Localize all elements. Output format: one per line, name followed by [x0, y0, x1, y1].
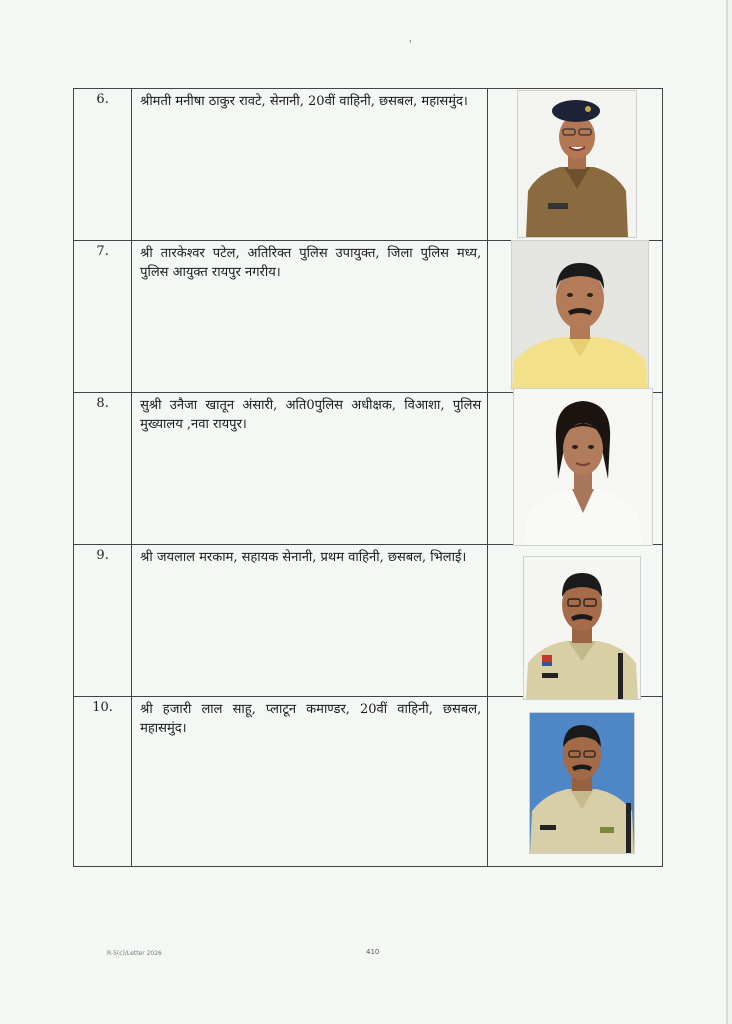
officer-description: श्री जयलाल मरकाम, सहायक सेनानी, प्रथम वाहिनी, छसबल, भिलाई। [132, 545, 488, 697]
photo-cell [488, 89, 663, 241]
photo-cell [488, 545, 663, 697]
officer-description: सुश्री उनैजा खातून अंसारी, अति0पुलिस अधीक्षक, विआशा, पुलिस मुख्यालय ,नवा रायपुर। [132, 393, 488, 545]
officer-photo [524, 557, 640, 699]
serial-number: 7. [74, 241, 132, 393]
table-row [74, 89, 663, 241]
photo-cell [488, 697, 663, 867]
scan-speck: ' [409, 40, 412, 50]
officer-description: श्री हजारी लाल साहू, प्लाटून कमाण्डर, 20वीं वाहिनी, छसबल, महासमुंद। [132, 697, 488, 867]
awards-table [73, 88, 663, 867]
officer-description: श्री तारकेश्वर पटेल, अतिरिक्त पुलिस उपायुक्त, जिला पुलिस मध्य, पुलिस आयुक्त रायपुर नगरीय। [132, 241, 488, 393]
serial-number: 10. [74, 697, 132, 867]
table-row [74, 545, 663, 697]
photo-cell [488, 393, 663, 545]
officer-photo [512, 241, 648, 389]
table-row [74, 393, 663, 545]
officer-description: श्रीमती मनीषा ठाकुर रावटे, सेनानी, 20वीं वाहिनी, छसबल, महासमुंद। [132, 89, 488, 241]
serial-number: 9. [74, 545, 132, 697]
footer-reference: R-5(c)/Letter 2026 [107, 950, 162, 957]
page-number: 410 [366, 948, 380, 956]
officer-photo [514, 389, 652, 545]
officer-photo [518, 91, 636, 237]
photo-cell [488, 241, 663, 393]
officer-photo [530, 713, 634, 853]
table-row [74, 241, 663, 393]
serial-number: 6. [74, 89, 132, 241]
table-row [74, 697, 663, 867]
serial-number: 8. [74, 393, 132, 545]
